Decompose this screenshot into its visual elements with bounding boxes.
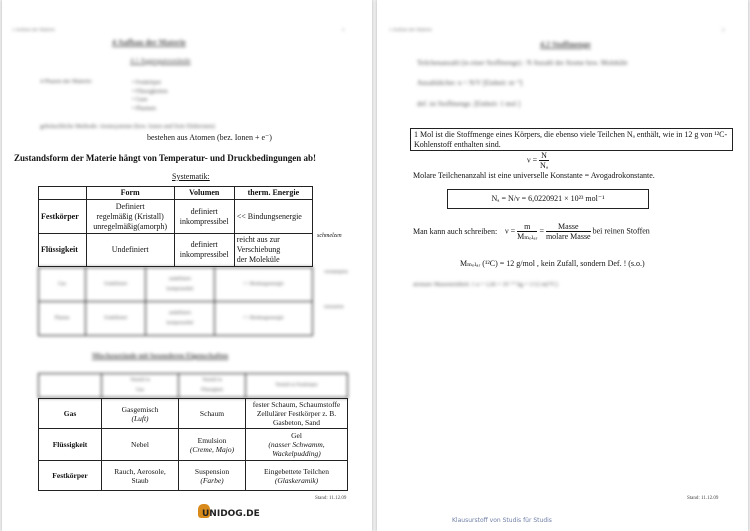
left-page-number: 1 (342, 28, 345, 33)
table-cell: >> Bindungsenergie (214, 268, 312, 302)
mix-table-header (38, 373, 348, 398)
table-cell: Rauch, Aerosole, Staub (102, 461, 179, 491)
table-cell: Undefiniert (86, 302, 146, 336)
denominator: Nₐ (540, 161, 549, 170)
row-label: Plasma (39, 302, 86, 336)
cell-example: (Luft) (131, 413, 149, 423)
table-header-cell: Verteilt in Flüssigkeit (179, 374, 246, 398)
footer-credit: Klausurstoff von Studis für Studis (452, 517, 552, 524)
numerator: N (541, 151, 547, 160)
particle-count-line: Teilchenanzahl (in einer Stoffmenge) : N Anzahl der Atome bzw. Moleküle (417, 59, 628, 67)
table-cell: reicht aus zur Verschiebung der Moleküle (234, 234, 312, 267)
nu-symbol: ν = (505, 226, 518, 236)
row-label: Festkörper (39, 461, 102, 491)
fraction (517, 222, 537, 241)
formula-tail: bei reinen Stoffen (590, 226, 650, 236)
table-cell: Schaum (179, 399, 246, 429)
phase-item: • Festkörper (132, 80, 162, 86)
molar-constant-text: Molare Teilchenanzahl ist eine universelle Konstante = Avogadrokonstante. (413, 171, 655, 180)
section-title: 4.1 Aggregatzustände (130, 57, 191, 65)
table-header-cell: therm. Energie (234, 187, 312, 200)
phases-intro: 4 Phasen der Materie: (40, 79, 93, 85)
side-note: verdampfen (324, 270, 348, 275)
phase-item: • Flüssigkeiten (132, 88, 168, 95)
left-page (2, 0, 372, 531)
cell-example: (Creme, Majo) (189, 444, 235, 454)
right-stand: Stand: 11.12.09 (687, 496, 719, 501)
denominator: Mₘₒₗₐᵣ (517, 232, 538, 241)
table-row (39, 461, 348, 491)
table-header-cell: Volumen (174, 187, 234, 200)
left-header: 1 Aufbau der Materie (12, 28, 55, 33)
avogadro-box: Nₐ = N/ν = 6,0220921 × 10²³ mol⁻¹ (447, 189, 649, 209)
density-line: Anzahldichte: n = N/V [Einheit: m⁻³] (417, 79, 523, 87)
table-cell (179, 429, 246, 461)
numerator: m (517, 222, 537, 232)
table-row (39, 234, 313, 267)
right-header: 1 Aufbau der Materie (389, 28, 432, 33)
table-cell (246, 429, 348, 461)
table-header-cell (39, 374, 102, 398)
molar-mass-c12: Mₘₒₗₐᵣ (¹²C) = 12 g/mol , kein Zufall, sondern Def. ! (s.o.) (460, 259, 645, 268)
table-row (39, 268, 313, 302)
table-header-row (39, 187, 313, 200)
mol-definition-box: 1 Mol ist die Stoffmenge eines Körpers, die ebenso viele Teilchen Nₐ enthält, wie in 12 g von ¹²C-Kohlenstoff enthalten sind. (410, 128, 733, 151)
right-page (377, 0, 748, 531)
table-row (39, 200, 313, 234)
table-header-cell: Verteilt in Gas (102, 374, 179, 398)
systematics-table (38, 186, 313, 267)
mass-formula (505, 222, 650, 241)
fraction (546, 222, 591, 241)
mixtures-table (38, 398, 348, 491)
table-header-cell: Form (86, 187, 174, 200)
table-cell: undefiniert kompressibel (146, 268, 214, 302)
row-label: Gas (39, 399, 102, 429)
atoms-text: bestehen aus Atomen (bez. Ionen + e⁻) (147, 133, 272, 142)
chapter-title: 4 Aufbau der Materie (112, 38, 186, 47)
row-label: Festkörper (39, 200, 87, 234)
table-cell (246, 461, 348, 491)
atomic-mass-unit-line: atomare Masseneinheit: 1 u = 1,66 × 10⁻²⁷ kg = 1/12 m(¹²C) (413, 282, 558, 288)
table-row (39, 302, 313, 336)
table-cell (102, 399, 179, 429)
table-cell: << Bindungsenergie (234, 200, 312, 234)
cell-text: Suspension (194, 466, 230, 476)
systematics-table-blurred (38, 267, 313, 336)
row-label: Gas (39, 268, 86, 302)
table-cell: definiert inkompressibel (174, 234, 234, 267)
equals: = (537, 226, 546, 236)
table-cell: Nebel (102, 429, 179, 461)
row-label: Flüssigkeit (39, 429, 102, 461)
table-cell: >> Bindungsenergie (214, 302, 312, 336)
table-header-cell: Verteilt in Festkörper (246, 374, 348, 398)
cell-example: (Farbe) (200, 475, 224, 485)
phases-list (132, 79, 168, 113)
table-cell: Undefiniert (86, 268, 146, 302)
table-header-row (39, 374, 348, 398)
side-note: ionisieren (324, 305, 344, 310)
cell-text: Gasgemisch (121, 404, 159, 414)
fraction (539, 151, 549, 170)
cell-text: Gel (291, 431, 302, 440)
method-text: gebräuchliche Methode: Atomsysteme (bzw. Ionen und freie Elektronen) (40, 124, 215, 130)
table-header-cell (39, 187, 87, 200)
cell-text: Emulsion (197, 435, 227, 445)
schmelzen-note: schmelzen (317, 233, 342, 239)
nu-formula (527, 151, 549, 170)
table-cell: fester Schaum, Schaumstoffe Zellulärer Festkörper z. B. Gasbeton, Sand (246, 399, 348, 429)
right-page-number: 2 (722, 28, 725, 33)
row-label: Flüssigkeit (39, 234, 87, 267)
table-cell (179, 461, 246, 491)
cell-example: (nasser Schwamm, Wackelpudding) (268, 440, 325, 458)
table-cell: Definiert regelmäßig (Kristall) unregelmäßig(amorph) (86, 200, 174, 234)
cell-example: (Glaskeramik) (274, 475, 319, 485)
alt-form-text: Man kann auch schreiben: (413, 227, 498, 236)
stoffmenge-line: def. ist Stoffmenge. [Einheit: 1 mol ] (417, 100, 521, 108)
table-cell: Undefiniert (86, 234, 174, 267)
cell-text: Eingebettete Teilchen (264, 466, 329, 476)
denominator: molare Masse (545, 232, 591, 241)
systematik-heading: Systematik: (172, 172, 210, 181)
phase-item: • Plasmen (132, 105, 156, 112)
table-cell: definiert inkompressibel (174, 200, 234, 234)
section-title: 4.2 Stoffmenge (540, 40, 591, 49)
left-stand: Stand: 11.12.09 (315, 496, 347, 501)
table-row (39, 399, 348, 429)
numerator: Masse (546, 222, 591, 232)
phase-item: • Gase (132, 97, 148, 103)
nu-symbol: ν = (527, 155, 540, 165)
table-row (39, 429, 348, 461)
unidog-logo[interactable]: UNIDOG.DE (202, 509, 260, 519)
table-cell: undefiniert kompressibel (146, 302, 214, 336)
state-statement: Zustandsform der Materie hängt von Temperatur- und Druckbedingungen ab! (14, 153, 317, 163)
mix-heading: Mischzustände mit besonderen Eigenschaften (92, 352, 229, 360)
